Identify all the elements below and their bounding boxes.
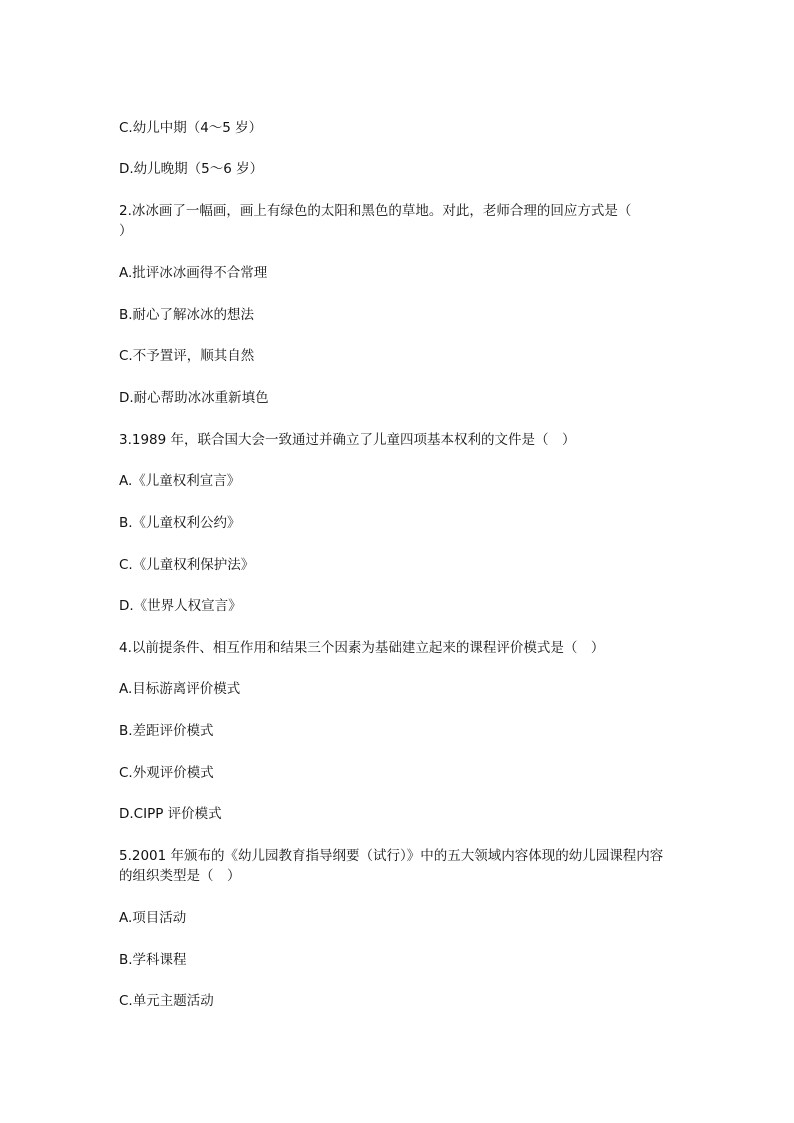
option-c-q5: C.单元主题活动 [119,993,214,1009]
option-c-q3: C.《儿童权利保护法》 [119,557,255,573]
option-c-q1: C.幼儿中期（4～5 岁） [119,120,263,136]
option-d-q3: D.《世界人权宣言》 [119,598,242,614]
question-3: 3.1989 年，联合国大会一致通过并确立了儿童四项基本权利的文件是（ ） [119,432,576,448]
option-b-q3: B.《儿童权利公约》 [119,515,241,531]
question-4: 4.以前提条件、相互作用和结果三个因素为基础建立起来的课程评价模式是（ ） [119,640,605,656]
option-d-q4: D.CIPP 评价模式 [119,806,222,822]
option-b-q2: B.耐心了解冰冰的想法 [119,307,255,323]
question-2-line-2: ） [119,223,133,239]
option-a-q4: A.目标游离评价模式 [119,681,241,697]
option-a-q2: A.批评冰冰画得不合常理 [119,265,268,281]
option-a-q5: A.项目活动 [119,910,187,926]
option-b-q5: B.学科课程 [119,952,187,968]
option-b-q4: B.差距评价模式 [119,723,214,739]
option-c-q2: C.不予置评，顺其自然 [119,348,255,364]
option-d-q2: D.耐心帮助冰冰重新填色 [119,390,269,406]
question-2-line-1: 2.冰冰画了一幅画，画上有绿色的太阳和黑色的草地。对此，老师合理的回应方式是（ [119,203,632,219]
option-d-q1: D.幼儿晚期（5～6 岁） [119,161,264,177]
question-5-line-1: 5.2001 年颁布的《幼儿园教育指导纲要（试行）》中的五大领域内容体现的幼儿园课程内容 [119,848,664,864]
question-5-line-2: 的组织类型是（ ） [119,868,241,884]
option-c-q4: C.外观评价模式 [119,765,214,781]
option-a-q3: A.《儿童权利宣言》 [119,473,241,489]
